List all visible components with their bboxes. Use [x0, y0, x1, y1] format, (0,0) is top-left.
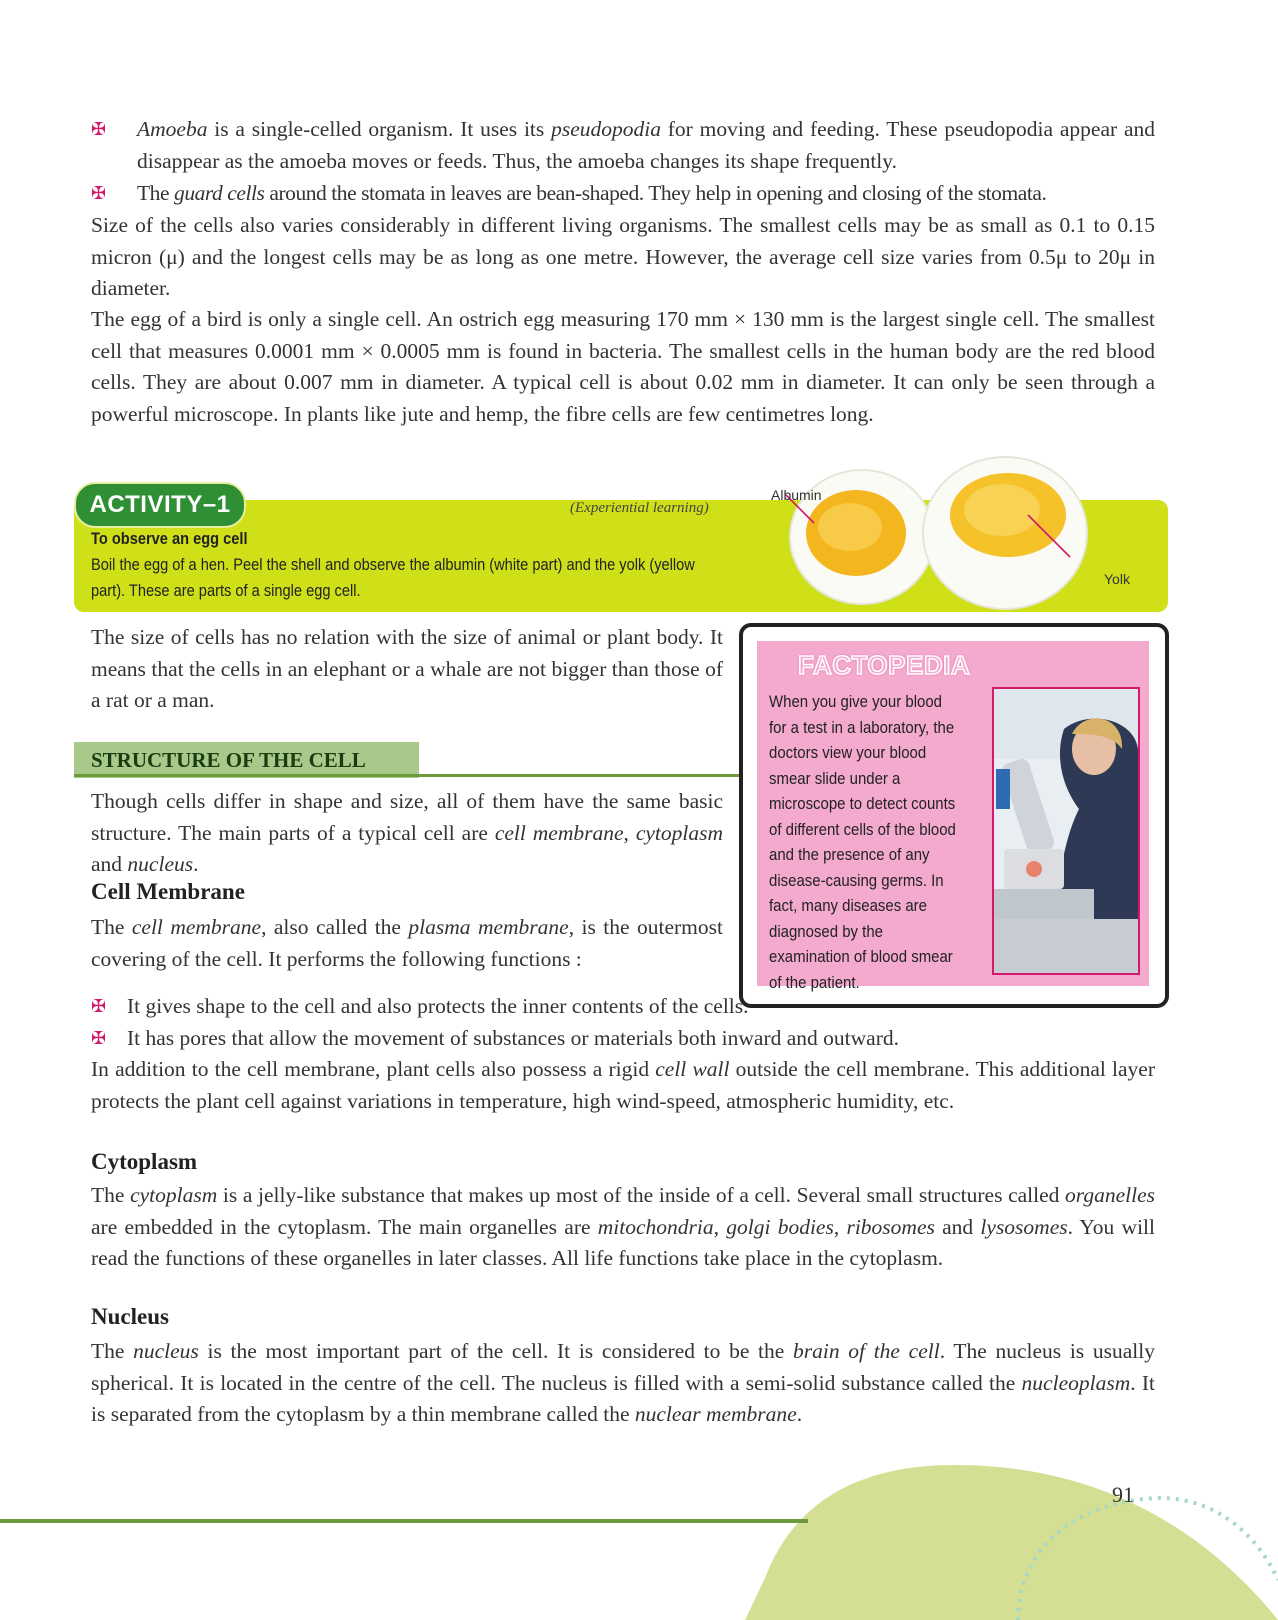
section-rule [74, 774, 742, 777]
page-number: 91 [1112, 1482, 1134, 1507]
italic-term: Amoeba [137, 117, 208, 141]
para-size-relation: The size of cells has no relation with the size of animal or plant body. It means that the cells in an elephant or a whale are not bigger than those of a rat or a man. [91, 625, 723, 713]
italic-term: organelles [1065, 1183, 1155, 1207]
para-nucleus: The nucleus is the most important part of the cell. It is considered to be the brain of the cell. The nucleus is usually spherical. It is located in the centre of the cell. The nucleus is filled with a semi-solid substance called the nucleoplasm. It is separated from the cytoplasm by a thin membrane called the nuclear membrane. [91, 1339, 1155, 1427]
bullet-membrane-pores-text: It has pores that allow the movement of substances or materials both inward and outward. [127, 1026, 900, 1050]
italic-term: nucleus [133, 1339, 199, 1363]
bullet-membrane-shape [91, 991, 1155, 1023]
bullet-icon: ✠ [91, 1028, 107, 1049]
bullet-icon: ✠ [91, 119, 107, 140]
bullet-amoeba [91, 114, 1155, 177]
activity-subtitle: (Experiential learning) [570, 500, 709, 516]
microscope-illustration [994, 689, 1138, 973]
bullet-amoeba-text: Amoeba is a single-celled organism. It uses its pseudopodia for moving and feeding. These pseudopodia appear and disappear as the amoeba moves or feeds. Thus, the amoeba changes its shape frequently. [137, 117, 1155, 173]
italic-term: nucleoplasm [1021, 1370, 1131, 1395]
para-cell-size: Size of the cells also varies considerably in different living organisms. The smallest cells may be as small as 0.1 to 0.15 micron (μ) and the longest cells may be as long as one metre. However, the average cell size varies from 0.5μ to 20μ in diameter. [91, 213, 1155, 301]
bullet-membrane-pores [91, 1023, 1155, 1055]
italic-term: guard cells [174, 181, 265, 205]
italic-term: cell wall [655, 1057, 730, 1081]
label-yolk: Yolk [1104, 571, 1130, 587]
activity-title: To observe an egg cell [91, 529, 248, 548]
activity-tab: ACTIVITY–1 [74, 482, 246, 528]
para-cell-wall: In addition to the cell membrane, plant cells also possess a rigid cell wall outside the cell membrane. This additional layer protects the plant cell against variations in temperature, high wind-speed, atmospheric humidity, etc. [91, 1057, 1155, 1113]
italic-term: cell membrane [494, 820, 624, 845]
italic-term: brain of the cell [793, 1339, 940, 1363]
label-albumin: Albumin [771, 487, 822, 503]
section-heading-structure: STRUCTURE OF THE CELL [74, 742, 419, 778]
heading-cytoplasm: Cytoplasm [91, 1149, 198, 1174]
factopedia-text: When you give your blood for a test in a laboratory, the doctors view your blood smear slide under a microscope to detect counts of different cells of the blood and the presence of any disease-causing germs. In fact, many diseases are diagnosed by the examination of blood smear of the patient. [769, 692, 956, 992]
footer-rule [0, 1519, 808, 1523]
bullet-icon: ✠ [91, 183, 107, 204]
italic-term: cell membrane [131, 915, 262, 939]
bullet-icon: ✠ [91, 996, 107, 1017]
para-cell-membrane: The cell membrane, also called the plasma membrane, is the outermost covering of the cell. It performs the following functions : [91, 915, 723, 971]
italic-term: golgi bodies [726, 1214, 834, 1239]
para-egg: The egg of a bird is only a single cell. An ostrich egg measuring 170 mm × 130 mm is the largest single cell. The smallest cell that measures 0.0001 mm × 0.0005 mm is found in bacteria. The smallest cells in the human body are the red blood cells. They are about 0.007 mm in diameter. A typical cell is about 0.02 mm in diameter. It can only be seen through a powerful microscope. In plants like jute and hemp, the fibre cells are few centimetres long. [91, 307, 1155, 427]
microscope-photo [992, 687, 1140, 975]
heading-cell-membrane: Cell Membrane [91, 879, 245, 904]
bullet-guard-cells-text: The guard cells around the stomata in leaves are bean-shaped. They help in opening and closing of the stomata. [137, 181, 1047, 205]
italic-term: mitochondria [597, 1214, 714, 1239]
italic-term: plasma membrane [408, 915, 569, 939]
italic-term: lysosomes [980, 1214, 1068, 1239]
bullet-membrane-shape-text: It gives shape to the cell and also protects the inner contents of the cells. [127, 994, 749, 1018]
italic-term: pseudopodia [551, 117, 661, 141]
activity-body: Boil the egg of a hen. Peel the shell and observe the albumin (white part) and the yolk (yellow part). These are parts of a single egg cell. [91, 555, 695, 600]
italic-term: nucleus [127, 852, 194, 877]
para-cytoplasm: The cytoplasm is a jelly-like substance that makes up most of the inside of a cell. Several small structures called organelles are embedded in the cytoplasm. The main organelles are mitochondria, golgi bodies, ribosomes and lysosomes. You will read the functions of these organelles in later classes. All life functions take place in the cytoplasm. [91, 1183, 1155, 1271]
egg-illustration [780, 455, 1100, 620]
bullet-guard-cells [91, 178, 1155, 210]
heading-nucleus: Nucleus [91, 1304, 169, 1329]
italic-term: nuclear membrane [634, 1402, 797, 1427]
italic-term: cytoplasm [130, 1183, 218, 1207]
factopedia-title: FACTOPEDIA [798, 650, 971, 680]
para-structure: Though cells differ in shape and size, all of them have the same basic structure. The main parts of a typical cell are cell membrane, cytoplasm and nucleus. [91, 789, 724, 877]
italic-term: ribosomes [846, 1214, 935, 1239]
corner-arc-fill [745, 1465, 1278, 1620]
italic-term: cytoplasm [635, 820, 724, 845]
